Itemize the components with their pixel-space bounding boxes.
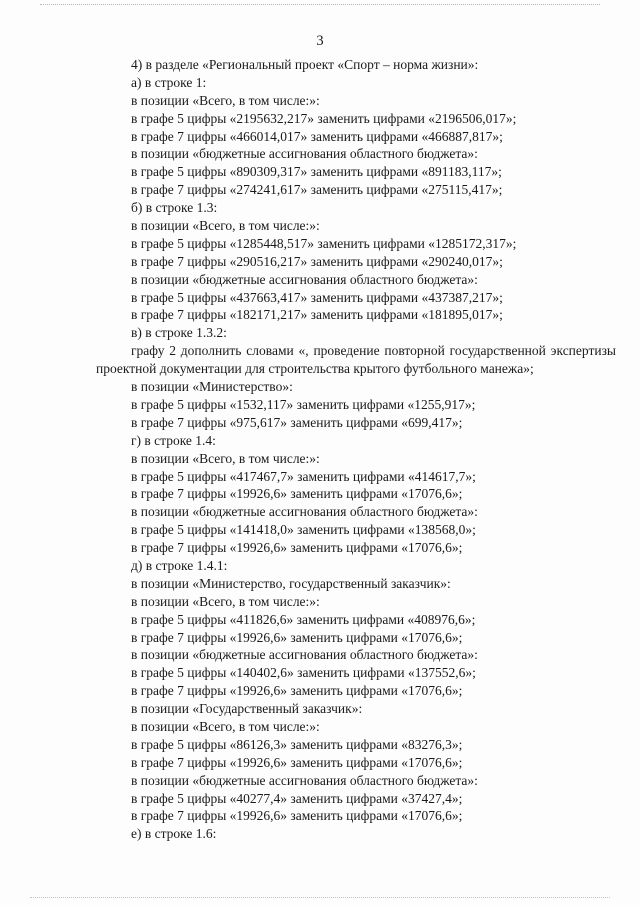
amendment-line: в позиции «Всего, в том числе:»:: [131, 450, 320, 466]
amendment-line: в графе 7 цифры «975,617» заменить цифрами «699,417»;: [131, 414, 463, 430]
amendment-paragraph: графу 2 дополнить словами «, проведение повторной государственной экспертизы проектной документации для строительства крытого футбольного манежа»;: [96, 343, 616, 377]
amendment-line: в графе 5 цифры «890309,317» заменить цифрами «891183,117»;: [131, 164, 502, 180]
amendment-line: в позиции «Всего, в том числе:»:: [131, 593, 320, 609]
amendment-line: б) в строке 1.3:: [131, 200, 218, 216]
amendment-line: е) в строке 1.6:: [131, 826, 217, 842]
amendment-line: в графе 7 цифры «19926,6» заменить цифрами «17076,6»;: [131, 808, 463, 824]
amendment-line: в графе 5 цифры «411826,6» заменить цифрами «408976,6»;: [131, 611, 476, 627]
amendment-line: в позиции «бюджетные ассигнования областного бюджета»:: [131, 504, 478, 520]
page-number: 3: [316, 33, 324, 49]
amendment-line: в позиции «бюджетные ассигнования областного бюджета»:: [131, 647, 478, 663]
amendment-line: в графе 7 цифры «19926,6» заменить цифрами «17076,6»;: [131, 629, 463, 645]
amendment-lines-part2: [96, 378, 616, 843]
amendment-line: в графе 5 цифры «2195632,217» заменить цифрами «2196506,017»;: [131, 110, 517, 126]
amendment-line: в графе 5 цифры «141418,0» заменить цифрами «138568,0»;: [131, 522, 476, 538]
amendment-line: в позиции «Государственный заказчик»:: [131, 701, 363, 717]
amendment-line: в графе 5 цифры «1532,117» заменить цифрами «1255,917»;: [131, 396, 476, 412]
amendment-line: в позиции «бюджетные ассигнования областного бюджета»:: [131, 772, 478, 788]
amendment-line: в графе 7 цифры «290516,217» заменить цифрами «290240,017»;: [131, 253, 503, 269]
amendment-line: в графе 7 цифры «466014,017» заменить цифрами «466887,817»;: [131, 128, 503, 144]
amendment-line: в графе 5 цифры «140402,6» заменить цифрами «137552,6»;: [131, 665, 476, 681]
amendment-line: в графе 7 цифры «19926,6» заменить цифрами «17076,6»;: [131, 540, 463, 556]
amendment-line: в графе 5 цифры «1285448,517» заменить цифрами «1285172,317»;: [131, 235, 517, 251]
amendment-line: 4) в разделе «Региональный проект «Спорт – норма жизни»:: [131, 57, 479, 72]
amendment-line: в позиции «Министерство, государственный заказчик»:: [131, 575, 451, 591]
amendment-line: в графе 5 цифры «417467,7» заменить цифрами «414617,7»;: [131, 468, 476, 484]
amendment-line: в позиции «Всего, в том числе:»:: [131, 92, 320, 108]
amendment-line: в графе 7 цифры «19926,6» заменить цифрами «17076,6»;: [131, 754, 463, 770]
amendment-line: в позиции «Всего, в том числе:»:: [131, 218, 320, 234]
amendment-line: г) в строке 1.4:: [131, 432, 216, 448]
document-body: [96, 56, 616, 843]
amendment-line: д) в строке 1.4.1:: [131, 557, 228, 573]
amendment-line: в графе 7 цифры «274241,617» заменить цифрами «275115,417»;: [131, 182, 503, 198]
amendment-line: в графе 5 цифры «40277,4» заменить цифрами «37427,4»;: [131, 790, 463, 806]
scan-edge-top: [40, 4, 600, 6]
amendment-line: в) в строке 1.3.2:: [131, 325, 227, 341]
amendment-line: в графе 5 цифры «86126,3» заменить цифрами «83276,3»;: [131, 736, 463, 752]
amendment-line: в графе 7 цифры «19926,6» заменить цифрами «17076,6»;: [131, 683, 463, 699]
amendment-line: в позиции «бюджетные ассигнования областного бюджета»:: [131, 146, 478, 162]
amendment-line: в позиции «Всего, в том числе:»:: [131, 718, 320, 734]
amendment-line: в графе 5 цифры «437663,417» заменить цифрами «437387,217»;: [131, 289, 503, 305]
amendment-line: в позиции «Министерство»:: [131, 379, 293, 395]
amendment-line: в графе 7 цифры «19926,6» заменить цифрами «17076,6»;: [131, 486, 463, 502]
amendment-line: а) в строке 1:: [131, 74, 207, 90]
amendment-lines-part1: [96, 56, 616, 342]
amendment-line: в позиции «бюджетные ассигнования областного бюджета»:: [131, 271, 478, 287]
amendment-line: в графе 7 цифры «182171,217» заменить цифрами «181895,017»;: [131, 307, 503, 323]
scan-edge-bottom: [30, 897, 610, 899]
